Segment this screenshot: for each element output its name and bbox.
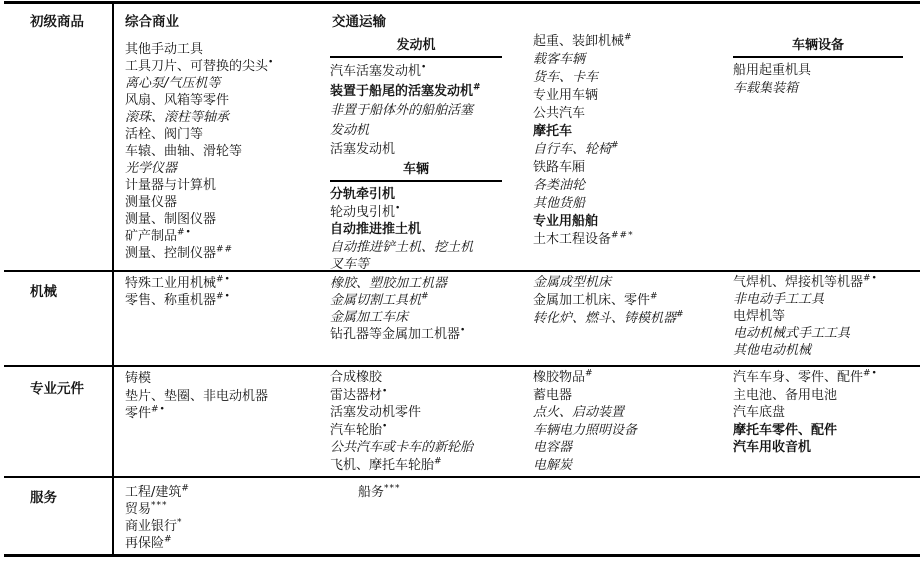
list-item: 轮动曳引机• xyxy=(330,203,402,220)
list-item: 工具刀片、可替换的尖头• xyxy=(125,57,275,74)
row-label-primary-commodities: 初级商品 xyxy=(30,14,84,30)
list-item: 工程/建筑# xyxy=(125,483,190,500)
section-header-engines: 发动机 xyxy=(330,34,502,58)
item-marker: #• xyxy=(216,274,231,285)
list-item: 活塞发动机零件 xyxy=(330,405,422,420)
list-item: 离心泵/气压机等 xyxy=(125,76,221,91)
cell-r2-processing-machines xyxy=(330,275,466,343)
list-item: 自动推进铲土机、挖土机 xyxy=(330,239,474,255)
row-separator-2 xyxy=(4,365,920,367)
item-marker: ##* xyxy=(611,230,634,241)
list-item: 零售、称重机器#• xyxy=(125,291,231,308)
list-item: 金属加工车床 xyxy=(330,310,409,325)
item-marker: * xyxy=(177,517,183,528)
section-header-vehicles: 车辆 xyxy=(330,158,502,182)
cell-r1-general-commerce xyxy=(125,41,274,262)
list-item: 摩托车零件、配件 xyxy=(733,422,838,438)
list-item: 汽车底盘 xyxy=(733,405,786,420)
list-item: 铁路车厢 xyxy=(533,160,586,175)
list-item: 电动机械式手工工具 xyxy=(733,326,851,341)
list-item: 飞机、摩托车轮胎# xyxy=(330,456,443,473)
group-header-transport: 交通运输 xyxy=(332,14,386,30)
list-item: 铸模 xyxy=(125,371,152,386)
cell-r3-general-commerce xyxy=(125,370,268,423)
cell-r2-metal-machine-tools xyxy=(533,274,685,328)
item-marker: • xyxy=(268,57,275,68)
item-marker: # xyxy=(650,291,659,302)
item-marker: #• xyxy=(863,273,878,284)
item-marker: # xyxy=(611,140,620,151)
list-item: 专业用船舶 xyxy=(533,214,599,229)
item-marker: • xyxy=(395,203,402,214)
list-item: 转化炉、燃斗、铸模机器# xyxy=(533,309,685,326)
cell-r3-rubber-tires xyxy=(330,369,473,474)
list-item: 矿产制品#• xyxy=(125,227,192,244)
cell-r2-general-commerce xyxy=(125,275,231,309)
item-marker: #• xyxy=(177,227,192,238)
item-marker: # xyxy=(585,368,594,379)
item-marker: • xyxy=(421,62,428,73)
column-divider xyxy=(112,1,114,557)
cell-r3-electrical-parts xyxy=(533,369,637,474)
list-item: 橡胶、塑胶加工机器 xyxy=(330,276,448,291)
list-item: 合成橡胶 xyxy=(330,370,383,385)
item-marker: *** xyxy=(151,500,168,511)
list-item: 车辕、曲轴、滑轮等 xyxy=(125,144,243,159)
list-item: 公共汽车或卡车的新轮胎 xyxy=(330,440,474,455)
list-item: 汽车轮胎• xyxy=(330,421,389,438)
list-item: 发动机 xyxy=(330,122,370,138)
table-bottom-border xyxy=(4,554,920,557)
list-item: 自动推进推土机 xyxy=(330,222,422,237)
list-item: 电解炭 xyxy=(533,457,573,473)
list-item: 风扇、风箱等零件 xyxy=(125,93,230,108)
list-item: 活塞发动机 xyxy=(330,142,396,157)
list-item: 商业银行* xyxy=(125,517,183,534)
list-item: 专业用车辆 xyxy=(533,88,599,103)
item-marker: # xyxy=(181,483,190,494)
list-item: 装置于船尾的活塞发动机# xyxy=(330,82,482,99)
list-item: 金属加工机床、零件# xyxy=(533,291,659,308)
item-marker: • xyxy=(460,325,467,336)
item-marker: • xyxy=(382,421,389,432)
list-item: 橡胶物品# xyxy=(533,368,594,385)
list-item: 测量仪器 xyxy=(125,195,178,210)
list-item: 特殊工业用机械#• xyxy=(125,274,231,291)
row-label-services: 服务 xyxy=(30,490,57,506)
item-marker: # xyxy=(473,82,482,93)
list-item: 船用起重机具 xyxy=(733,63,812,78)
item-marker: # xyxy=(624,32,633,43)
list-item: 零件#• xyxy=(125,404,166,421)
list-item: 汽车用收音机 xyxy=(733,440,812,455)
list-item: 测量、控制仪器## xyxy=(125,244,234,261)
list-item: 分轨牵引机 xyxy=(330,187,396,202)
item-marker: #• xyxy=(863,368,878,379)
list-item: 雷达器材• xyxy=(330,386,389,403)
item-marker: #• xyxy=(216,291,231,302)
list-item: 其他手动工具 xyxy=(125,42,204,57)
list-item: 再保险# xyxy=(125,534,173,551)
item-marker: ## xyxy=(216,244,234,255)
group-header-general-commerce: 综合商业 xyxy=(125,14,179,30)
list-item: 金属切割工具机# xyxy=(330,291,430,308)
list-item: 公共汽车 xyxy=(533,106,586,121)
cell-r1-vehicle-equipment xyxy=(733,34,903,98)
row-label-specialized-components: 专业元件 xyxy=(30,381,84,397)
list-item: 电容器 xyxy=(533,440,573,455)
item-marker: # xyxy=(434,456,443,467)
list-item: 电焊机等 xyxy=(733,309,786,324)
list-item: 其他电动机械 xyxy=(733,343,812,358)
list-item: 非电动手工工具 xyxy=(733,292,825,307)
list-item: 摩托车 xyxy=(533,124,573,139)
list-item: 其他货船 xyxy=(533,196,586,211)
list-item: 汽车活塞发动机• xyxy=(330,62,428,79)
list-item: 测量、制图仪器 xyxy=(125,212,217,227)
list-item: 钻孔器等金属加工机器• xyxy=(330,325,467,342)
item-marker: *** xyxy=(384,483,401,494)
list-item: 非置于船体外的船舶活塞 xyxy=(330,103,474,118)
list-item: 自行车、轮椅# xyxy=(533,140,620,157)
list-item: 垫片、垫圈、非电动机器 xyxy=(125,388,269,404)
list-item: 叉车等 xyxy=(330,257,370,272)
cell-r2-welding-tools xyxy=(733,274,878,359)
item-marker: #• xyxy=(151,404,166,415)
list-item: 船务*** xyxy=(358,483,401,500)
list-item: 滚珠、滚柱等轴承 xyxy=(125,110,230,125)
list-item: 车辆电力照明设备 xyxy=(533,422,638,438)
item-marker: • xyxy=(382,386,389,397)
list-item: 计量器与计算机 xyxy=(125,178,217,193)
list-item: 土木工程设备##* xyxy=(533,230,634,247)
item-marker: # xyxy=(676,309,685,320)
cell-r1-engines xyxy=(330,34,502,160)
cell-r3-auto-parts xyxy=(733,369,878,457)
cell-r1-vehicles xyxy=(330,158,502,274)
list-item: 气焊机、焊接机等机器#• xyxy=(733,273,878,290)
cell-r1-lifting-vehicles xyxy=(533,33,634,249)
item-marker: # xyxy=(421,291,430,302)
cell-r4-shipping xyxy=(358,484,401,501)
list-item: 点火、启动装置 xyxy=(533,405,625,420)
section-header-vehicle-equipment: 车辆设备 xyxy=(733,34,903,58)
item-marker: # xyxy=(164,534,173,545)
list-item: 车载集装箱 xyxy=(733,81,799,96)
table-top-border xyxy=(4,1,920,4)
list-item: 光学仪器 xyxy=(125,161,178,176)
list-item: 活栓、阀门等 xyxy=(125,127,204,142)
cell-r4-services xyxy=(125,484,190,552)
list-item: 起重、装卸机械# xyxy=(533,32,633,49)
list-item: 载客车辆 xyxy=(533,52,586,67)
list-item: 蓄电器 xyxy=(533,387,573,403)
list-item: 贸易*** xyxy=(125,500,168,517)
row-separator-3 xyxy=(4,476,920,478)
list-item: 主电池、备用电池 xyxy=(733,387,838,403)
list-item: 汽车车身、零件、配件#• xyxy=(733,368,878,385)
row-label-machinery: 机械 xyxy=(30,284,57,300)
list-item: 金属成型机床 xyxy=(533,275,612,290)
list-item: 各类油轮 xyxy=(533,178,586,193)
list-item: 货车、卡车 xyxy=(533,70,599,85)
